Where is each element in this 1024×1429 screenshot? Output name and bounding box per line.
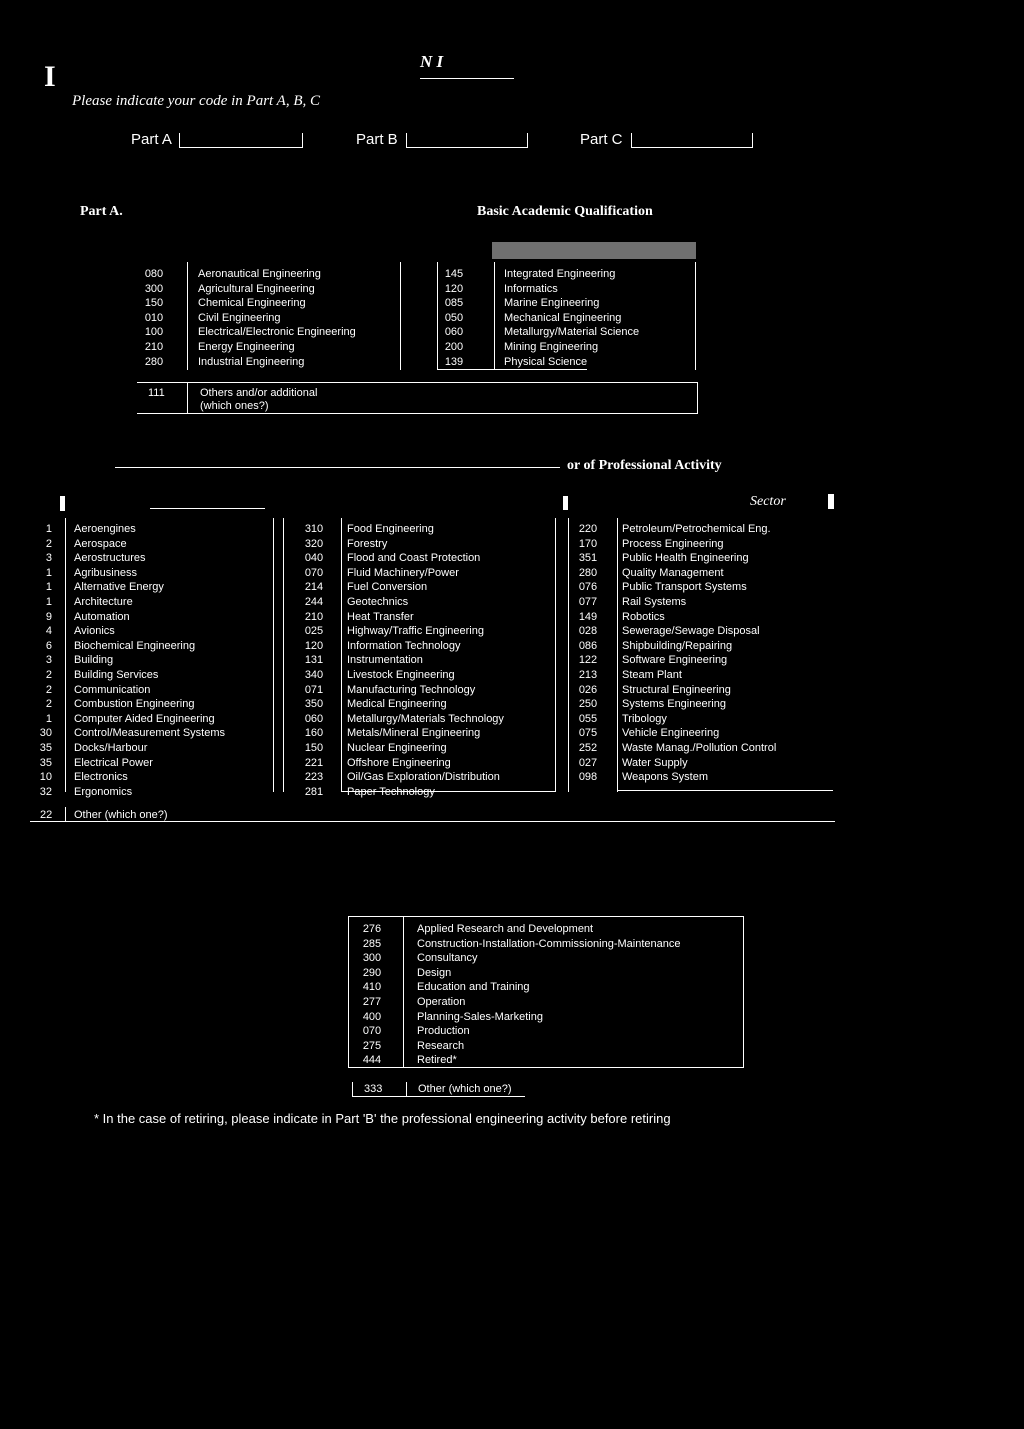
row-label: Alternative Energy: [74, 581, 164, 594]
row-code: 028: [578, 625, 598, 638]
row-code: 122: [578, 654, 598, 667]
table-row: [300, 624, 555, 639]
table-row: [352, 1024, 752, 1039]
row-label: Control/Measurement Systems: [74, 727, 225, 740]
row-code: 351: [578, 552, 598, 565]
table-row: [30, 785, 270, 800]
row-code: 320: [304, 537, 324, 550]
row-label: Livestock Engineering: [347, 668, 455, 681]
row-label: Integrated Engineering: [504, 268, 616, 280]
row-label: Quality Management: [622, 566, 724, 579]
row-code: 076: [578, 581, 598, 594]
part-b-column-2: [300, 522, 555, 799]
row-code: 9: [45, 610, 52, 623]
row-label: Forestry: [347, 537, 388, 550]
table-row: [30, 668, 270, 683]
row-label: Weapons System: [622, 771, 709, 784]
row-label: Rail Systems: [622, 595, 687, 608]
row-code: 1: [45, 523, 52, 535]
table-row: [300, 712, 555, 727]
table-row: [352, 922, 752, 937]
row-label: Nuclear Engineering: [347, 741, 447, 754]
row-label: Metallurgy/Materials Technology: [347, 712, 504, 725]
row-code: 410: [362, 981, 382, 994]
row-code: 060: [304, 712, 324, 725]
row-code: 070: [362, 1025, 382, 1038]
row-code: 100: [144, 326, 164, 339]
row-label: Retired*: [417, 1054, 457, 1067]
row-label: Structural Engineering: [622, 683, 731, 696]
row-code: 4: [45, 625, 52, 638]
table-row: [576, 580, 836, 595]
table-row: [440, 355, 700, 370]
row-label: Aeroengines: [74, 523, 136, 535]
table-row: [300, 537, 555, 552]
corner-mark: I: [44, 60, 56, 93]
table-row: [30, 770, 270, 785]
row-code: 35: [39, 756, 52, 769]
row-code: 085: [444, 297, 464, 310]
row-label: Manufacturing Technology: [347, 683, 476, 696]
table-row: [300, 610, 555, 625]
row-code: 221: [304, 756, 324, 769]
table-row: [300, 551, 555, 566]
table-row: [30, 653, 270, 668]
row-code: 6: [45, 639, 52, 652]
row-code: 280: [578, 566, 598, 579]
row-label: Public Transport Systems: [622, 581, 747, 594]
part-c-other-code: 333: [364, 1083, 383, 1095]
table-row: [30, 726, 270, 741]
row-label: Fluid Machinery/Power: [347, 566, 459, 579]
row-label: Public Health Engineering: [622, 552, 749, 565]
row-code: 150: [304, 741, 324, 754]
row-code: 280: [144, 355, 164, 368]
table-row: [300, 726, 555, 741]
part-b-other-code: 22: [40, 809, 53, 821]
row-label: Mining Engineering: [504, 340, 599, 353]
table-row: [140, 296, 400, 311]
row-code: 290: [362, 966, 382, 979]
row-code: 145: [444, 268, 464, 280]
row-label: Electrical Power: [74, 756, 153, 769]
row-code: 131: [304, 654, 324, 667]
table-row: [352, 980, 752, 995]
row-code: 210: [304, 610, 324, 623]
table-row: [440, 267, 700, 282]
row-label: Software Engineering: [622, 654, 728, 667]
table-row: [300, 683, 555, 698]
row-code: 400: [362, 1010, 382, 1023]
row-label: Mechanical Engineering: [504, 311, 622, 324]
row-label: Heat Transfer: [347, 610, 414, 623]
part-b-column-1: [30, 522, 270, 799]
row-label: Food Engineering: [347, 523, 434, 535]
row-label: Building: [74, 654, 114, 667]
table-row: [576, 683, 836, 698]
row-label: Shipbuilding/Repairing: [622, 639, 733, 652]
row-code: 276: [362, 923, 382, 935]
row-label: Medical Engineering: [347, 698, 447, 711]
row-label: Docks/Harbour: [74, 741, 148, 754]
row-code: 120: [304, 639, 324, 652]
row-code: 120: [444, 282, 464, 295]
row-label: Aerostructures: [74, 552, 146, 565]
table-row: [576, 712, 836, 727]
row-code: 300: [362, 952, 382, 965]
table-row: [576, 610, 836, 625]
table-row: [576, 770, 836, 785]
table-row: [140, 325, 400, 340]
row-label: Information Technology: [347, 639, 461, 652]
row-code: 244: [304, 595, 324, 608]
table-row: [30, 595, 270, 610]
row-code: 149: [578, 610, 598, 623]
row-code: 010: [144, 311, 164, 324]
table-row: [300, 595, 555, 610]
table-row: [352, 1039, 752, 1054]
row-label: Metals/Mineral Engineering: [347, 727, 481, 740]
row-label: Design: [417, 966, 452, 979]
row-label: Physical Science: [504, 355, 588, 368]
row-label: Sewerage/Sewage Disposal: [622, 625, 760, 638]
table-row: [576, 522, 836, 537]
row-label: Metallurgy/Material Science: [504, 326, 640, 339]
table-row: [300, 639, 555, 654]
row-code: 281: [304, 785, 324, 798]
table-row: [576, 726, 836, 741]
table-row: [352, 937, 752, 952]
table-row: [300, 785, 555, 800]
table-row: [576, 551, 836, 566]
table-row: [30, 756, 270, 771]
table-row: [576, 595, 836, 610]
part-a-right-table: [440, 267, 700, 369]
row-label: Oil/Gas Exploration/Distribution: [347, 771, 500, 784]
table-row: [140, 355, 400, 370]
table-row: [30, 537, 270, 552]
row-label: Biochemical Engineering: [74, 639, 196, 652]
part-a-other-label-2: (which ones?): [200, 400, 269, 412]
row-label: Ergonomics: [74, 785, 133, 798]
row-code: 1: [45, 581, 52, 594]
instruction-text: Please indicate your code in Part A, B, C: [72, 93, 321, 109]
table-row: [300, 580, 555, 595]
row-code: 300: [144, 282, 164, 295]
row-label: Industrial Engineering: [198, 355, 305, 368]
row-label: Construction-Installation-Commissioning-Maintenance: [417, 937, 681, 950]
row-code: 30: [39, 727, 52, 740]
row-label: Civil Engineering: [198, 311, 281, 324]
row-label: Electronics: [74, 771, 128, 784]
table-row: [140, 311, 400, 326]
row-label: Informatics: [504, 282, 558, 295]
table-row: [30, 580, 270, 595]
row-code: 2: [45, 683, 52, 696]
row-code: 210: [144, 340, 164, 353]
row-code: 055: [578, 712, 598, 725]
table-row: [140, 267, 400, 282]
row-code: 3: [45, 552, 52, 565]
table-row: [30, 610, 270, 625]
row-code: 040: [304, 552, 324, 565]
row-code: 139: [444, 355, 464, 368]
table-row: [352, 1053, 752, 1068]
row-code: 1: [45, 712, 52, 725]
table-row: [30, 741, 270, 756]
row-label: Planning-Sales-Marketing: [417, 1010, 543, 1023]
table-row: [300, 566, 555, 581]
table-row: [300, 741, 555, 756]
part-b-code-field[interactable]: Part B: [356, 131, 528, 148]
row-code: 098: [578, 771, 598, 784]
table-row: [576, 537, 836, 552]
table-row: [30, 551, 270, 566]
scanned-header-strip: [492, 242, 696, 259]
table-row: [576, 566, 836, 581]
table-row: [440, 340, 700, 355]
row-label: Education and Training: [417, 981, 530, 994]
row-label: Building Services: [74, 668, 159, 681]
row-label: Automation: [74, 610, 130, 623]
row-label: Architecture: [74, 595, 133, 608]
table-row: [300, 653, 555, 668]
row-label: Operation: [417, 995, 466, 1008]
table-row: [352, 951, 752, 966]
table-row: [576, 624, 836, 639]
row-label: Water Supply: [622, 756, 688, 769]
header-mark: N I: [420, 52, 444, 71]
row-code: 444: [362, 1054, 382, 1067]
row-code: 1: [45, 566, 52, 579]
table-row: [576, 697, 836, 712]
table-row: [30, 522, 270, 537]
row-label: Petroleum/Petrochemical Eng.: [622, 523, 771, 535]
row-code: 213: [578, 668, 598, 681]
row-code: 027: [578, 756, 598, 769]
row-label: Chemical Engineering: [198, 297, 306, 310]
table-row: [140, 340, 400, 355]
row-code: 285: [362, 937, 382, 950]
part-b-column-3: [576, 522, 836, 785]
row-code: 2: [45, 668, 52, 681]
row-label: Robotics: [622, 610, 665, 623]
row-label: Offshore Engineering: [347, 756, 451, 769]
table-row: [440, 311, 700, 326]
part-a-other-code: 111: [148, 387, 165, 399]
row-label: Instrumentation: [347, 654, 423, 667]
row-code: 025: [304, 625, 324, 638]
row-code: 32: [39, 785, 52, 798]
table-row: [300, 770, 555, 785]
row-label: Communication: [74, 683, 151, 696]
row-label: Aeronautical Engineering: [198, 268, 321, 280]
table-row: [352, 995, 752, 1010]
row-code: 075: [578, 727, 598, 740]
row-label: Process Engineering: [622, 537, 724, 550]
table-row: [576, 668, 836, 683]
row-label: Aerospace: [74, 537, 127, 550]
row-label: Flood and Coast Protection: [347, 552, 481, 565]
row-code: 277: [362, 995, 382, 1008]
part-a-code-field[interactable]: Part A: [131, 131, 303, 148]
table-row: [30, 639, 270, 654]
table-row: [576, 653, 836, 668]
row-code: 060: [444, 326, 464, 339]
part-c-table: [352, 922, 752, 1068]
table-row: [352, 1010, 752, 1025]
row-code: 200: [444, 340, 464, 353]
row-label: Highway/Traffic Engineering: [347, 625, 484, 638]
row-code: 077: [578, 595, 598, 608]
row-code: 050: [444, 311, 464, 324]
row-code: 086: [578, 639, 598, 652]
table-row: [440, 282, 700, 297]
table-row: [440, 325, 700, 340]
table-row: [300, 668, 555, 683]
row-code: 3: [45, 654, 52, 667]
table-row: [30, 683, 270, 698]
row-label: Agribusiness: [74, 566, 137, 579]
table-row: [440, 296, 700, 311]
row-code: 160: [304, 727, 324, 740]
row-label: Fuel Conversion: [347, 581, 428, 594]
row-label: Steam Plant: [622, 668, 682, 681]
row-label: Electrical/Electronic Engineering: [198, 326, 356, 339]
row-code: 35: [39, 741, 52, 754]
table-row: [140, 282, 400, 297]
table-row: [576, 741, 836, 756]
row-code: 026: [578, 683, 598, 696]
row-code: 070: [304, 566, 324, 579]
row-label: Consultancy: [417, 952, 478, 965]
part-a-label: Part A.: [80, 204, 123, 219]
row-code: 150: [144, 297, 164, 310]
row-code: 252: [578, 741, 598, 754]
row-code: 220: [578, 523, 598, 535]
row-label: Combustion Engineering: [74, 698, 195, 711]
row-code: 10: [39, 771, 52, 784]
table-row: [30, 624, 270, 639]
row-code: 310: [304, 523, 324, 535]
row-code: 071: [304, 683, 324, 696]
part-a-left-table: [140, 267, 400, 369]
part-a-title: Basic Academic Qualification: [477, 204, 653, 219]
row-label: Tribology: [622, 712, 667, 725]
table-row: [300, 697, 555, 712]
row-label: Geotechnics: [347, 595, 409, 608]
row-code: 223: [304, 771, 324, 784]
row-code: 2: [45, 698, 52, 711]
part-b-other-label[interactable]: Other (which one?): [74, 809, 168, 821]
part-c-other-label: Other (which one?): [418, 1083, 512, 1095]
table-row: [300, 522, 555, 537]
table-row: [30, 697, 270, 712]
row-label: Marine Engineering: [504, 297, 600, 310]
table-row: [352, 966, 752, 981]
table-row: [300, 756, 555, 771]
row-label: Computer Aided Engineering: [74, 712, 215, 725]
row-code: 340: [304, 668, 324, 681]
row-label: Agricultural Engineering: [198, 282, 315, 295]
row-code: 1: [45, 595, 52, 608]
row-label: Energy Engineering: [198, 340, 295, 353]
row-label: Avionics: [74, 625, 115, 638]
row-label: Research: [417, 1039, 465, 1052]
row-code: 250: [578, 698, 598, 711]
row-code: 2: [45, 537, 52, 550]
row-code: 080: [144, 268, 164, 280]
row-code: 170: [578, 537, 598, 550]
part-b-title: or of Professional Activity: [567, 458, 722, 473]
row-code: 214: [304, 581, 324, 594]
row-label: Vehicle Engineering: [622, 727, 720, 740]
table-row: [576, 639, 836, 654]
row-label: Applied Research and Development: [417, 923, 594, 935]
part-a-other-label-1: Others and/or additional: [200, 387, 318, 399]
row-label: Waste Manag./Pollution Control: [622, 741, 777, 754]
row-label: Paper Technology: [347, 785, 435, 798]
table-row: [30, 712, 270, 727]
part-c-code-field[interactable]: Part C: [580, 131, 753, 148]
row-label: Systems Engineering: [622, 698, 726, 711]
row-label: Production: [417, 1025, 470, 1038]
row-code: 350: [304, 698, 324, 711]
footnote: * In the case of retiring, please indicate in Part 'B' the professional engineering activity before retiring: [94, 1111, 671, 1126]
sector-label: Sector: [750, 494, 786, 509]
table-row: [30, 566, 270, 581]
table-row: [576, 756, 836, 771]
row-code: 275: [362, 1039, 382, 1052]
